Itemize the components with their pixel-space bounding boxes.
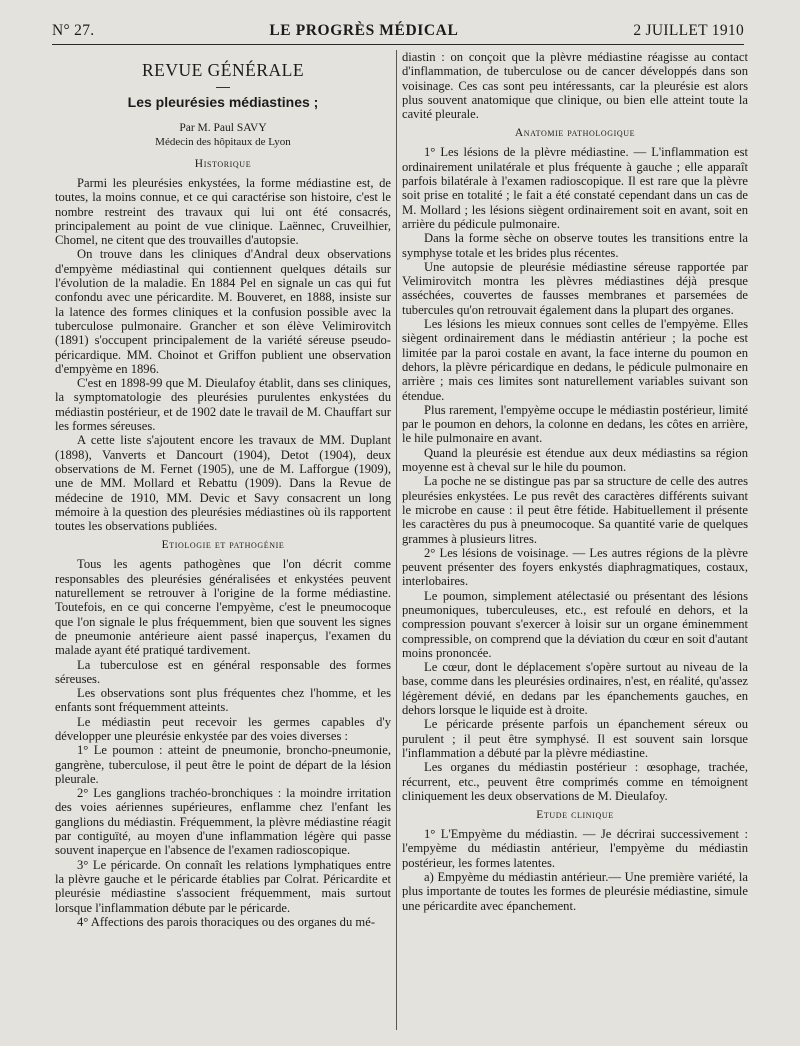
right-column	[402, 50, 748, 913]
header-rule	[52, 44, 744, 45]
paragraph: Plus rarement, l'empyème occupe le médiastin postérieur, limité par le poumon en dehors, la colonne en dedans, les côtes en arrière, le hile pulmonaire en avant.	[402, 402, 748, 446]
paragraph: Le médiastin peut recevoir les germes capables d'y développer une pleurésie enkystée par des voies diverses :	[55, 714, 391, 743]
author-byline: Par M. Paul SAVY	[179, 122, 267, 134]
paragraph: Tous les agents pathogènes que l'on décrit comme responsables des pleurésies généralisées et enkystées peuvent naturellement se retrouver à l'origine de la forme médiastine. Toutefois, en ce qui concerne l'empyème, c'est le pneumocoque que l'on signale le plus fréquemment, bien que souvent les signes de pneumonie antérieure aient passé inaperçus, l'examen du malade ayant été pratiqué tardivement.	[55, 557, 391, 658]
paragraph: 1° Les lésions de la plèvre médiastine. — L'inflammation est ordinairement unilatérale et plus fréquente à gauche ; elle apparaît parfois bilatérale à l'examen radioscopique. Il est rare que la plèvre soit prise en totalité ; le fait a été constaté cependant dans un cas de M. Mollard ; les lésions siègent ordinairement soit en avant, soit en arrière du pédicule pulmonaire.	[402, 145, 748, 231]
paragraph: A cette liste s'ajoutent encore les travaux de MM. Duplant (1898), Vanverts et Dancourt (1904), Detot (1904), deux observations de M. Fernet (1905), une de M. Lafforgue (1909), une de MM. Mollard et Rebattu (1909). Dans la Revue de médecine de 1910, MM. Devic et Savy consacrent un long mémoire à la question des pleurésies médiastines où ils rapportent toutes les observations publiées.	[55, 433, 391, 534]
paragraph: Une autopsie de pleurésie médiastine séreuse rapportée par Velimirovitch montra les plèvres médiastines déjà presque asséchées, couvertes de fausses membranes et parsemées de tubercules qu'on retrouvait également dans la plupart des organes.	[402, 259, 748, 317]
author-affiliation: Médecin des hôpitaux de Lyon	[155, 136, 291, 148]
paragraph: 2° Les lésions de voisinage. — Les autres régions de la plèvre peuvent présenter des foyers enkystés diaphragmatiques, costaux, interlobaires.	[402, 545, 748, 589]
rubric-title: REVUE GÉNÉRALE	[141, 60, 305, 80]
paragraph: Le péricarde présente parfois un épanchement séreux ou purulent ; il peut être symphysé. Il est souvent sain lorsque l'inflammation a débuté par la plèvre médiastine.	[402, 717, 748, 760]
paragraph: Le poumon, simplement atélectasié ou présentant des lésions pneumoniques, tuberculeuses, etc., est refoulé en dehors, et la compression pouvant s'exercer à loisir sur un organe éminemment compressible, on comprend que la déviation du cœur en soit d'autant moins prononcée.	[402, 588, 748, 660]
paragraph: 4° Affections des parois thoraciques ou des organes du mé-	[77, 914, 376, 929]
paragraph: La poche ne se distingue pas par sa structure de celle des autres pleurésies enkystées. Le pus revêt des caractères différents suivant le microbe en cause : il peut être fétide. Habituellement il présente les caractères du pus à pneumocoque. Sa quantité varie de quelques grammes à plusieurs litres.	[402, 474, 748, 546]
paragraph: 3° Le péricarde. On connaît les relations lymphatiques entre la plèvre gauche et le péricarde établies par Colrat. Péricardite et pleurésie médiastine s'associent fréquemment, mais surtout lorsque l'inflammation débute par le péricarde.	[55, 857, 391, 915]
issue-date: 2 JUILLET 1910	[633, 22, 744, 39]
journal-title: LE PROGRÈS MÉDICAL	[269, 22, 459, 39]
running-header	[52, 20, 744, 42]
paragraph: Quand la pleurésie est étendue aux deux médiastins sa région moyenne est à cheval sur le hile du poumon.	[402, 445, 748, 475]
paragraph: Les organes du médiastin postérieur : œsophage, trachée, récurrent, etc., peuvent être comprimés comme en témoignent cliniquement les deux observations de M. Dieulafoy.	[402, 760, 748, 803]
section-heading-anatomie: Anatomie pathologique	[514, 127, 636, 140]
section-heading-historique: Historique	[194, 158, 252, 170]
paragraph: 1° Le poumon : atteint de pneumonie, broncho-pneumonie, gangrène, tuberculose, il peut être le point de départ de la lésion pleurale.	[55, 743, 391, 786]
paragraph: Parmi les pleurésies enkystées, la forme médiastine est, de toutes, la moins connue, et ce qui caractérise son histoire, c'est le nombre restreint des travaux qui lui ont été consacrés, principalement au point de vue clinique. Laënnec, Cruveilhier, Chomel, ne citent que des trouvailles d'autopsie.	[55, 176, 391, 248]
article-title: Les pleurésies médiastines ;	[127, 94, 319, 110]
paragraph: Les lésions les mieux connues sont celles de l'empyème. Elles siègent ordinairement dans le médiastin antérieur ; la poche est limitée par la paroi costale en avant, la face interne du poumon en dehors, la plèvre péricardique en dedans, le pédicule pulmonaire en arrière ; mais ces limites sont naturellement variables suivant son étendue.	[402, 317, 748, 403]
paragraph: Les observations sont plus fréquentes chez l'homme, et les enfants sont fréquemment atteints.	[55, 686, 391, 715]
paragraph: On trouve dans les cliniques d'Andral deux observations d'empyème médiastinal qui contiennent quelques détails sur l'évolution de la maladie. En 1884 Pel en signale un cas qui fut confondu avec une péricardite. M. Bouveret, en 1888, insiste sur la latence des formes cliniques et la confusion possible avec la tuberculose pulmonaire. Grancher et son élève Velimirovitch (1891) s'occupent principalement de la variété séreuse pseudo-péricardique. MM. Choinot et Griffon publient une observation d'empyème en 1896.	[55, 247, 391, 376]
section-heading-etiologie: Etiologie et pathogénie	[161, 539, 285, 552]
left-column	[55, 50, 391, 929]
paragraph: 2° Les ganglions trachéo-bronchiques : la moindre irritation des voies aériennes supérieures, enflamme chez l'enfant les ganglions du médiastin. Fréquemment, la plèvre médiastine réagit par contiguïté, au moyen d'une inflammation légère qui passe souvent inaperçue en l'absence de l'examen radioscopique.	[55, 786, 391, 858]
paragraph: Le cœur, dont le déplacement s'opère surtout au niveau de la base, comme dans les pleurésies ordinaires, n'est, en réalité, qu'assez légèrement dévié, en dedans par les épanchements gauches, en dehors lorsque le liquide est à droite.	[402, 660, 748, 718]
rubric-dash	[55, 80, 391, 88]
paragraph-continued: diastin : on conçoit que la plèvre médiastine réagisse au contact d'inflammation, de tuberculose ou de cancer développés dans son voisinage. Ces cas sont peu intéressants, car la pleurésie est alors plus souvent anatomique que clinique, ou bien elle atteint toute la cavité pleurale.	[402, 50, 748, 122]
column-divider	[396, 50, 397, 1030]
paragraph: La tuberculose est en général responsable des formes séreuses.	[55, 657, 391, 686]
issue-number: N° 27.	[52, 22, 95, 39]
section-heading-etude: Etude clinique	[536, 809, 614, 822]
paragraph: a) Empyème du médiastin antérieur.— Une première variété, la plus importante de toutes les formes de pleurésie médiastine, simule une péricardite avec épanchement.	[402, 870, 748, 913]
paragraph: 1° L'Empyème du médiastin. — Je décrirai successivement : l'empyème du médiastin antérieur, l'empyème du médiastin postérieur, les formes latentes.	[402, 827, 748, 870]
paragraph: C'est en 1898-99 que M. Dieulafoy établit, dans ses cliniques, la symptomatologie des pleurésies purulentes enkystées du médiastin postérieur, et de 1902 date le travail de M. Chauffart sur les formes séreuses.	[55, 376, 391, 434]
paragraph: Dans la forme sèche on observe toutes les transitions entre la symphyse totale et les brides plus récentes.	[402, 231, 748, 260]
